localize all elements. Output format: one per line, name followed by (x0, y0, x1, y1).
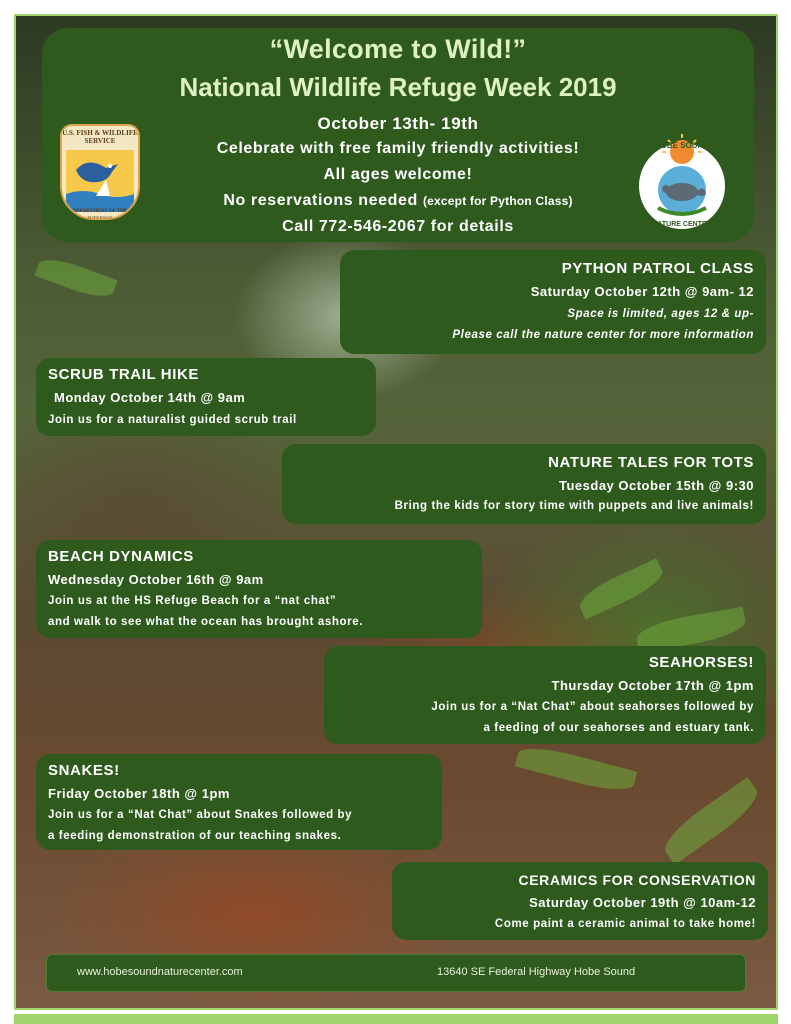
fws-logo (60, 124, 140, 220)
reservations-note: (except for Python Class) (422, 194, 573, 208)
event-description: Join us for a “Nat Chat” about seahorses followed by (431, 701, 754, 713)
fern-decoration (34, 253, 117, 303)
tagline-ages: All ages welcome! (323, 166, 473, 183)
event-title: BEACH DYNAMICS (48, 548, 194, 565)
website-link[interactable]: www.hobesoundnaturecenter.com (77, 966, 243, 978)
tagline-activities: Celebrate with free family friendly activities! (216, 140, 580, 157)
dates-text: October 13th- 19th (317, 114, 479, 133)
duck-icon (66, 150, 134, 212)
headline-refuge-week: National Wildlife Refuge Week 2019 (179, 72, 617, 102)
event-title: PYTHON PATROL CLASS (561, 260, 754, 277)
fws-logo-bottom: DEPARTMENT OF THE INTERIOR (72, 209, 128, 220)
event-beach-dynamics (36, 540, 482, 638)
logo-top-text: HOBE SOUND (654, 141, 710, 150)
event-note: Please call the nature center for more information (452, 329, 754, 341)
hobe-sound-nature-center-logo (632, 132, 732, 232)
event-title: SNAKES! (48, 762, 120, 779)
event-note: Space is limited, ages 12 & up- (567, 308, 754, 320)
fern-decoration (657, 777, 764, 865)
event-description: Come paint a ceramic animal to take home! (494, 918, 756, 930)
event-ceramics-for-conservation (392, 862, 768, 940)
event-title: SCRUB TRAIL HIKE (48, 366, 199, 383)
event-description: and walk to see what the ocean has brought ashore. (48, 616, 364, 628)
bottom-border (14, 1014, 778, 1024)
photo-background (14, 14, 778, 1010)
event-description: a feeding of our seahorses and estuary tank. (483, 722, 754, 734)
event-seahorses (324, 646, 766, 744)
fern-decoration (515, 741, 638, 797)
event-date: Saturday October 19th @ 10am-12 (529, 895, 756, 910)
reservations-text: No reservations needed (223, 192, 418, 209)
address-text: 13640 SE Federal Highway Hobe Sound (437, 966, 636, 978)
event-nature-tales-for-tots (282, 444, 766, 524)
fws-logo-text: U.S. FISH & WILDLIFE SERVICE (62, 129, 138, 145)
event-date: Monday October 14th @ 9am (54, 390, 246, 405)
fern-decoration (575, 558, 668, 620)
event-scrub-trail-hike (36, 358, 376, 436)
event-title: CERAMICS FOR CONSERVATION (518, 872, 756, 888)
tagline-phone: Call 772-546-2067 for details (282, 218, 514, 235)
footer-bar (46, 954, 746, 992)
event-date: Friday October 18th @ 1pm (48, 786, 230, 801)
event-description: Join us for a “Nat Chat” about Snakes followed by (48, 809, 353, 821)
event-title: SEAHORSES! (648, 654, 754, 671)
event-python-patrol (340, 250, 766, 354)
event-description: Join us at the HS Refuge Beach for a “nat chat” (48, 595, 337, 607)
logo-bottom-text: NATURE CENTER (652, 221, 712, 228)
event-snakes (36, 754, 442, 850)
event-title: NATURE TALES FOR TOTS (548, 454, 754, 471)
event-dates (42, 114, 754, 134)
event-date: Thursday October 17th @ 1pm (551, 678, 754, 693)
event-date: Saturday October 12th @ 9am- 12 (530, 284, 754, 299)
event-description: a feeding demonstration of our teaching snakes. (48, 830, 342, 842)
header-panel (42, 28, 754, 242)
headline-welcome: “Welcome to Wild!” (269, 34, 527, 64)
event-date: Wednesday October 16th @ 9am (48, 572, 264, 587)
event-description: Join us for a naturalist guided scrub trail (48, 414, 297, 426)
event-description: Bring the kids for story time with puppets and live animals! (394, 500, 754, 512)
event-date: Tuesday October 15th @ 9:30 (559, 478, 754, 493)
